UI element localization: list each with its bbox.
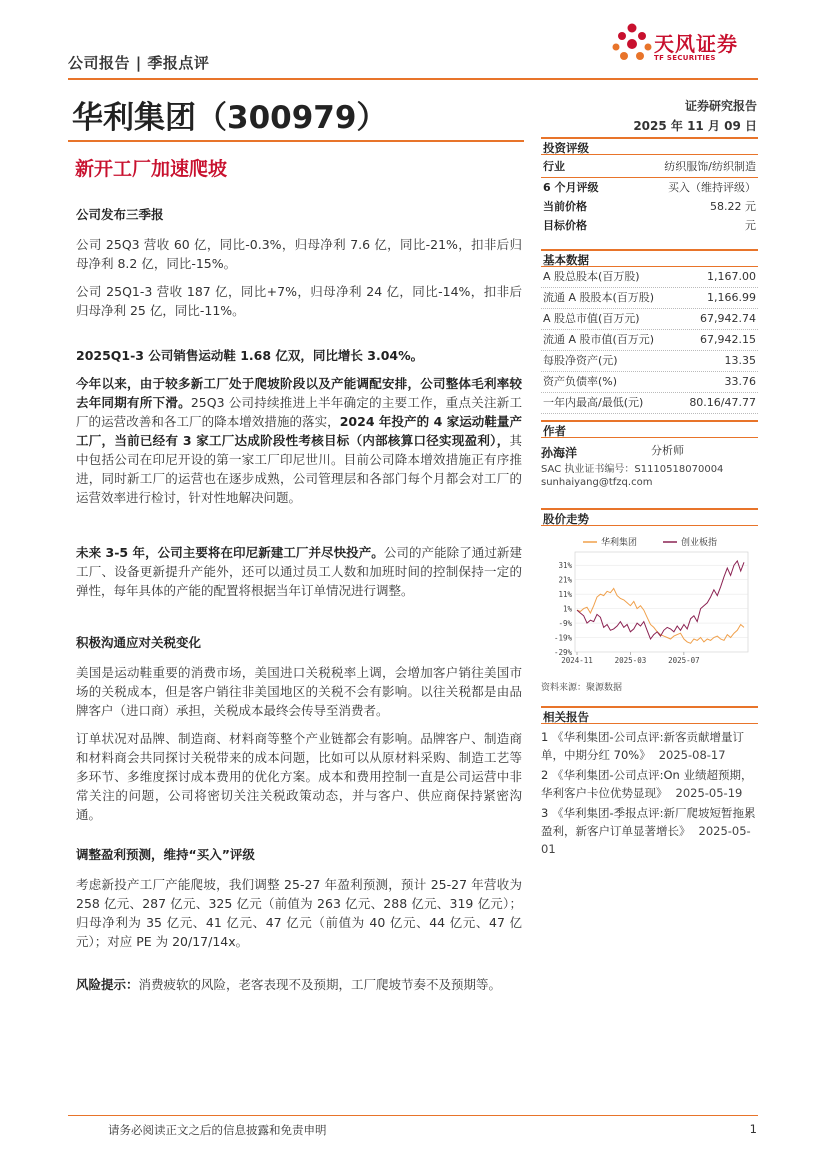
footer-divider <box>68 1115 758 1116</box>
basic-data-label: 资产负债率(%) <box>543 375 618 388</box>
chart-source: 资料来源：聚源数据 <box>541 683 623 693</box>
section-4 <box>76 845 522 951</box>
report-subtitle: 新开工厂加速爬坡 <box>75 158 228 180</box>
rating-row-target <box>541 216 758 235</box>
section-1-heading: 公司发布三季报 <box>76 207 164 222</box>
title-divider <box>68 140 524 142</box>
section-3-para-1: 美国是运动鞋重要的消费市场，美国进口关税税率上调，会增加客户销往美国市场的关税成本，但是客户销往非美国地区的关税不会有影响。以往关税都是由品牌客户（进口商）承担，关税成本最终会传导至消费者。 <box>76 665 522 718</box>
basic-data-heading: 基本数据 <box>541 249 758 267</box>
basic-data-label: 流通 A 股股本(百万股) <box>543 291 655 304</box>
chart-y-tick-label: -19% <box>553 633 572 643</box>
section-2-bold-1: 今年以来，由于较多新工厂处于爬坡阶段以及产能调配安排，公司整体毛利率较去年同期有所下滑。 <box>76 376 522 410</box>
series-line-company <box>577 588 744 643</box>
chart-y-tick-label: -9% <box>558 619 572 629</box>
author-cert: SAC 执业证书编号：S1110518070004 <box>541 464 724 475</box>
risk-section <box>76 975 522 994</box>
basic-data-value: 1,166.99 <box>707 291 756 304</box>
risk-text: 消费疲软的风险，老客表现不及预期，工厂爬坡节奏不及预期等。 <box>138 977 502 992</box>
author-name: 孙海洋 <box>541 446 578 460</box>
chart-x-tick-label: 2025-07 <box>668 656 700 665</box>
chart-plot-frame <box>575 552 748 652</box>
logo-text-cn: 天风证券 <box>654 32 738 56</box>
basic-data-row <box>541 351 758 372</box>
basic-data-label: 一年内最高/最低(元) <box>543 396 644 409</box>
related-report-title: 1 《华利集团-公司点评:新客贡献增量订单，中期分红 70%》 <box>541 730 744 762</box>
section-1-para-1: 公司 25Q3 营收 60 亿，同比-0.3%，归母净利 7.6 亿，同比-21%，扣非后归母净利 8.2 亿，同比-15%。 <box>76 237 522 271</box>
section-1 <box>76 205 522 320</box>
footer-disclaimer: 请务必阅读正文之后的信息披露和免责申明 <box>108 1123 327 1137</box>
chart-x-tick-label: 2024-11 <box>561 656 593 665</box>
stock-chart <box>541 530 758 680</box>
logo-mark-icon <box>612 22 652 68</box>
report-type: 证券研究报告 <box>684 99 757 113</box>
related-report-item[interactable] <box>541 804 758 858</box>
section-2-bold-3: 未来 3-5 年，公司主要将在印尼新建工厂并尽快投产。 <box>76 545 384 560</box>
related-report-title: 3 《华利集团-季报点评:新厂爬坡短暂拖累盈利，新客户订单显著增长》 <box>541 806 756 838</box>
basic-data-label: 每股净资产(元) <box>543 354 618 367</box>
chart-y-tick-label: 21% <box>558 575 572 585</box>
chart-y-tick-label: -29% <box>553 648 572 657</box>
rating-row-rating <box>541 178 758 197</box>
section-4-heading: 调整盈利预测，维持“买入”评级 <box>76 847 255 862</box>
chart-y-tick-label: 31% <box>558 561 572 571</box>
related-report-date: 2025-08-17 <box>658 748 726 762</box>
section-2-para-2 <box>76 543 522 600</box>
rating-value: 买入（维持评级） <box>668 181 756 194</box>
basic-data-row <box>541 330 758 351</box>
target-label: 目标价格 <box>543 219 587 232</box>
basic-data-value: 80.16/47.77 <box>689 396 756 409</box>
company-title: 华利集团（300979） <box>72 100 388 136</box>
section-2-heading: 2025Q1-3 公司销售运动鞋 1.68 亿双，同比增长 3.04%。 <box>76 348 424 363</box>
related-report-item[interactable] <box>541 728 758 764</box>
basic-data-panel <box>541 249 758 414</box>
basic-data-value: 67,942.74 <box>700 312 756 325</box>
section-1-para-2: 公司 25Q1-3 营收 187 亿，同比+7%，归母净利 24 亿，同比-14%，扣非后归母净利 25 亿，同比-11%。 <box>76 284 522 318</box>
industry-value: 纺织服饰/纺织制造 <box>664 160 756 173</box>
report-kind: 公司报告 | 季报点评 <box>68 54 210 72</box>
chart-legend-label: 创业板指 <box>681 538 718 548</box>
section-2 <box>76 346 522 507</box>
basic-data-label: 流通 A 股市值(百万元) <box>543 333 655 346</box>
rating-row-price <box>541 197 758 216</box>
related-report-item[interactable] <box>541 766 758 802</box>
section-2-text-3: 公司的产能除了通过新建工厂、设备更新提升产能外，还可以通过员工人数和加班时间的控制保持一定的弹性，每年具体的产能的配置将根据当年订单情况进行调整。 <box>76 545 522 598</box>
risk-para <box>76 975 522 994</box>
related-report-date: 2025-05-19 <box>675 786 743 800</box>
price-value: 58.22 元 <box>710 200 756 213</box>
author-email[interactable]: sunhaiyang@tfzq.com <box>541 477 653 488</box>
rating-row-industry <box>541 158 758 176</box>
basic-data-row <box>541 393 758 414</box>
logo-text-en: TF SECURITIES <box>654 54 716 62</box>
section-3-para-2: 订单状况对品牌、制造商、材料商等整个产业链都会有影响。品牌客户、制造商和材料商会共同探讨关税带来的成本问题，比如可以从原材料采购、制造工艺等多环节、多维度探讨成本费用的优化方案。成本和费用控制一直是公司运营中非常关注的问题，公司将密切关注关税政策动态，并与客户、供应商保持紧密沟通。 <box>76 731 522 822</box>
rating-panel <box>541 137 758 235</box>
industry-label: 行业 <box>543 160 565 173</box>
header-divider <box>68 78 758 80</box>
page-number: 1 <box>749 1122 757 1136</box>
basic-data-label: A 股总市值(百万元) <box>543 312 640 325</box>
section-4-para-1: 考虑新投产工厂产能爬坡，我们调整 25-27 年盈利预测，预计 25-27 年营收为 258 亿元、287 亿元、325 亿元（前值为 263 亿元、288 亿元、319 亿元）；归母净利为 35 亿元、41 亿元、47 亿元（前值为 40 亿元、44 亿元、47 亿元）；对应 PE 为 20/17/14x。 <box>76 877 522 949</box>
chart-heading: 股价走势 <box>541 508 758 526</box>
basic-data-row <box>541 372 758 393</box>
author-panel <box>541 420 758 488</box>
price-label: 当前价格 <box>543 200 587 213</box>
basic-data-value: 33.76 <box>724 375 756 388</box>
chart-heading-block <box>541 508 758 526</box>
target-value: 元 <box>745 219 756 232</box>
tf-securities-logo <box>612 22 762 68</box>
chart-y-tick-label: 1% <box>562 604 572 614</box>
section-3-heading: 积极沟通应对关税变化 <box>76 635 202 650</box>
section-2-text-1: 25Q3 公司持续推进上半年确定的主要工作，重点关注新工厂的运营改善和各工厂的降本增效措施的落实， <box>76 395 522 429</box>
related-report-title: 2 《华利集团-公司点评:On 业绩超预期，华利客户卡位优势显现》 <box>541 768 753 800</box>
rating-label: 6 个月评级 <box>543 181 599 194</box>
author-name-row <box>541 442 758 458</box>
related-report-date: 2025-05-01 <box>541 824 751 856</box>
author-title: 分析师 <box>651 444 684 457</box>
series-line-index <box>577 561 744 639</box>
author-heading: 作者 <box>541 420 758 438</box>
chart-legend-label: 华利集团 <box>601 538 638 548</box>
section-2b <box>76 543 522 600</box>
basic-data-row <box>541 267 758 288</box>
basic-data-row <box>541 309 758 330</box>
basic-data-label: A 股总股本(百万股) <box>543 270 640 283</box>
risk-label: 风险提示： <box>76 977 139 992</box>
section-2-para-1 <box>76 374 522 507</box>
section-3 <box>76 633 522 824</box>
section-2-bold-2: 2024 年投产的 4 家运动鞋量产工厂，当前已经有 3 家工厂达成阶段性考核目标（内部核算口径实现盈利）， <box>76 414 522 448</box>
report-date: 2025 年 11 月 09 日 <box>633 119 757 133</box>
basic-data-value: 1,167.00 <box>707 270 756 283</box>
basic-data-row <box>541 288 758 309</box>
chart-y-tick-label: 11% <box>558 590 572 600</box>
basic-data-value: 67,942.15 <box>700 333 756 346</box>
related-heading: 相关报告 <box>541 706 758 724</box>
section-2-text-2: 其中包括公司在印尼开设的第一家工厂印尼世川。目前公司降本增效措施正有序推进，同时新工厂的运营也在逐步成熟，公司管理层和各部门每个月都会对工厂的运营效率进行检讨，针对性地解决问题。 <box>76 433 522 505</box>
stock-chart-svg <box>541 530 758 680</box>
related-list <box>541 728 758 858</box>
chart-x-tick-label: 2025-03 <box>614 656 647 665</box>
related-panel <box>541 706 758 860</box>
basic-data-value: 13.35 <box>724 354 756 367</box>
basic-data-table <box>541 267 758 414</box>
rating-heading: 投资评级 <box>541 137 758 155</box>
